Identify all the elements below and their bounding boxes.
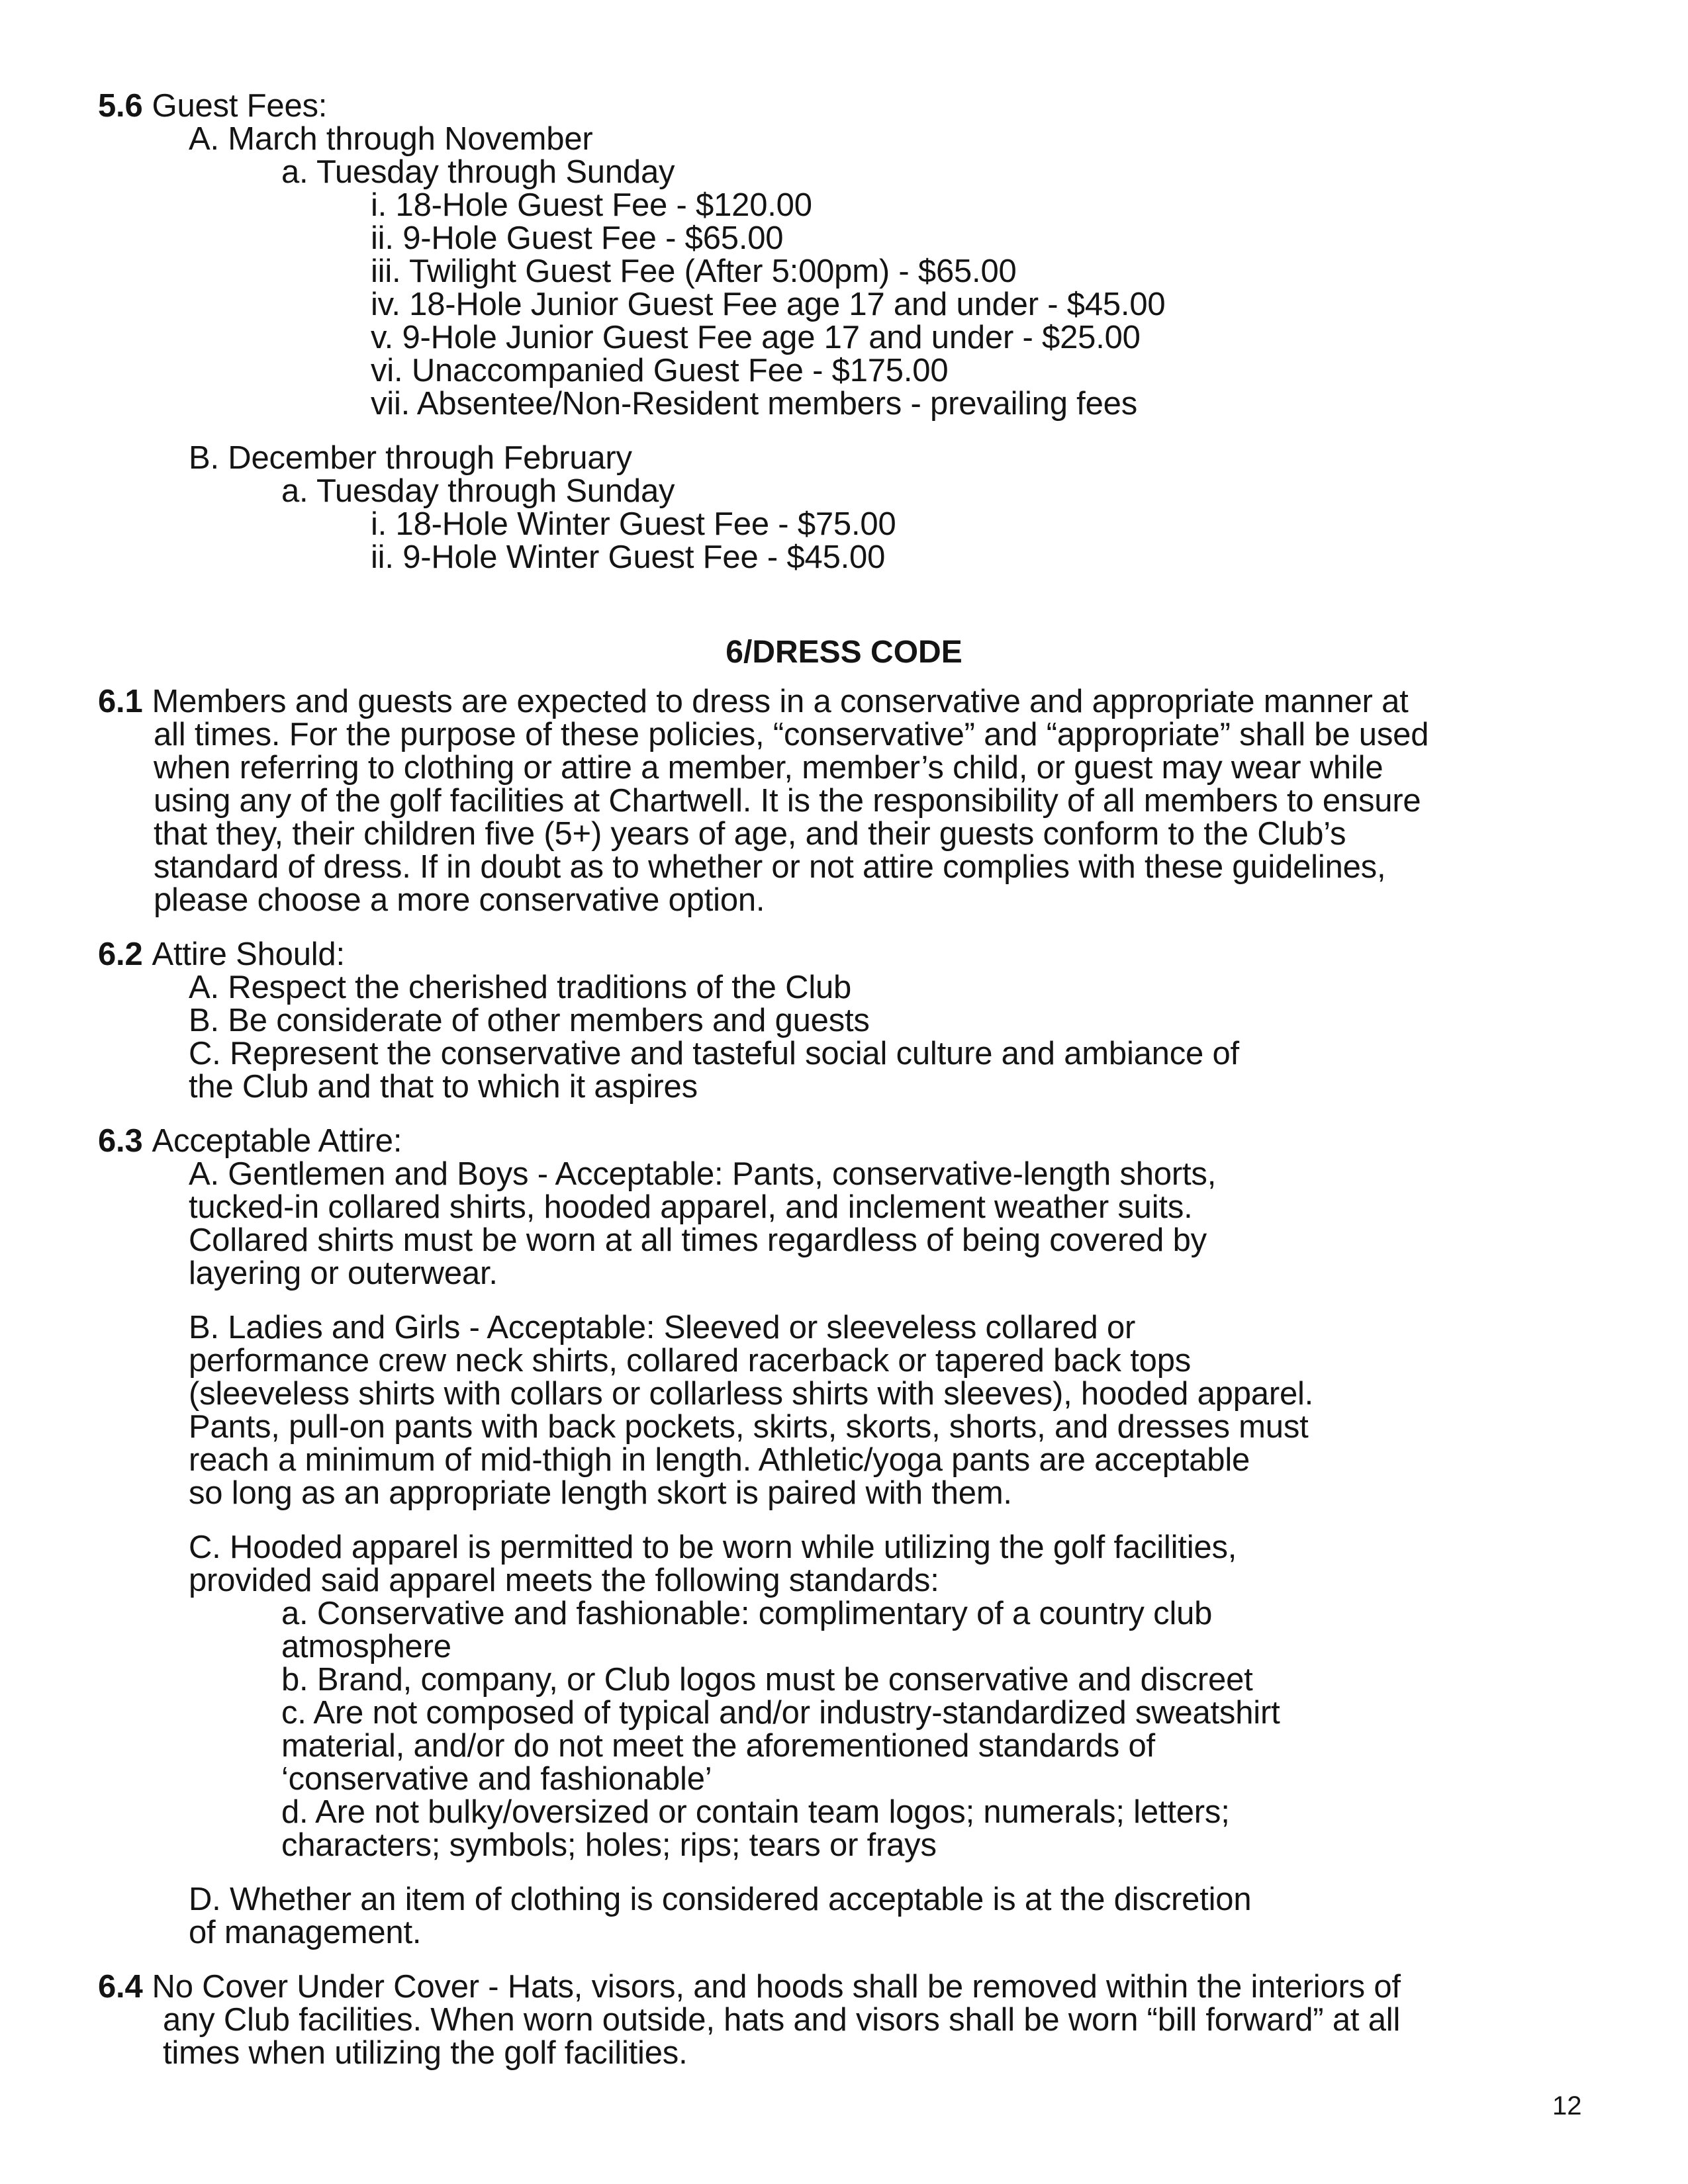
winter-guest-fee-item: ii. 9-Hole Winter Guest Fee - $45.00 bbox=[371, 539, 886, 575]
acceptable-attire-a-line: A. Gentlemen and Boys - Acceptable: Pants, conservative-length shorts, bbox=[189, 1156, 1217, 1192]
acceptable-attire-b-line: (sleeveless shirts with collars or collarless shirts with sleeves), hooded apparel. bbox=[189, 1376, 1314, 1412]
guest-fees-period-a: A. March through November bbox=[189, 121, 593, 157]
section-6-1-line: standard of dress. If in doubt as to whether or not attire complies with these guidelines, bbox=[154, 849, 1386, 885]
acceptable-attire-d-line: D. Whether an item of clothing is considered acceptable is at the discretion bbox=[189, 1882, 1252, 1917]
section-6-3-title: 6.3 Acceptable Attire: bbox=[98, 1123, 402, 1159]
section-6-1-line: all times. For the purpose of these policies, “conservative” and “appropriate” shall be used bbox=[154, 717, 1429, 752]
section-6-1-line: using any of the golf facilities at Chartwell. It is the responsibility of all members to ensure bbox=[154, 783, 1421, 819]
winter-guest-fee-item: i. 18-Hole Winter Guest Fee - $75.00 bbox=[371, 506, 896, 542]
guest-fee-item: vi. Unaccompanied Guest Fee - $175.00 bbox=[371, 353, 949, 388]
section-6-1-line: when referring to clothing or attire a member, member’s child, or guest may wear while bbox=[154, 750, 1383, 786]
hooded-apparel-standard-line: a. Conservative and fashionable: complimentary of a country club bbox=[281, 1596, 1213, 1631]
acceptable-attire-a-line: tucked-in collared shirts, hooded apparel, and inclement weather suits. bbox=[189, 1189, 1193, 1225]
guest-fee-item: ii. 9-Hole Guest Fee - $65.00 bbox=[371, 220, 784, 256]
section-6-4-line: any Club facilities. When worn outside, hats and visors shall be worn “bill forward” at all bbox=[163, 2002, 1401, 2038]
acceptable-attire-b-line: Pants, pull-on pants with back pockets, skirts, skorts, shorts, and dresses must bbox=[189, 1409, 1309, 1445]
section-6-1-line: that they, their children five (5+) years of age, and their guests conform to the Club’s bbox=[154, 816, 1346, 852]
acceptable-attire-a-line: Collared shirts must be worn at all times regardless of being covered by bbox=[189, 1222, 1207, 1258]
guest-fee-item: iv. 18-Hole Junior Guest Fee age 17 and under - $45.00 bbox=[371, 287, 1166, 322]
hooded-apparel-standard-line: c. Are not composed of typical and/or industry-standardized sweatshirt bbox=[281, 1695, 1280, 1731]
section-6-2-title: 6.2 Attire Should: bbox=[98, 936, 345, 972]
page-number: 12 bbox=[1552, 2091, 1582, 2120]
dress-code-heading: 6/DRESS CODE bbox=[726, 635, 962, 670]
guest-fees-period-b-days: a. Tuesday through Sunday bbox=[281, 473, 675, 509]
acceptable-attire-b-line: B. Ladies and Girls - Acceptable: Sleeved or sleeveless collared or bbox=[189, 1310, 1136, 1345]
guest-fee-item: vii. Absentee/Non-Resident members - prevailing fees bbox=[371, 386, 1137, 422]
hooded-apparel-standard-line: material, and/or do not meet the aforementioned standards of bbox=[281, 1728, 1155, 1764]
section-5-6-title: 5.6 Guest Fees: bbox=[98, 88, 328, 124]
acceptable-attire-a-line: layering or outerwear. bbox=[189, 1255, 498, 1291]
attire-should-item: the Club and that to which it aspires bbox=[189, 1069, 698, 1105]
acceptable-attire-b-line: reach a minimum of mid-thigh in length. Athletic/yoga pants are acceptable bbox=[189, 1442, 1250, 1478]
hooded-apparel-standard-line: ‘conservative and fashionable’ bbox=[281, 1761, 712, 1797]
attire-should-item: A. Respect the cherished traditions of the Club bbox=[189, 970, 852, 1005]
guest-fee-item: i. 18-Hole Guest Fee - $120.00 bbox=[371, 187, 812, 223]
hooded-apparel-standard-line: b. Brand, company, or Club logos must be conservative and discreet bbox=[281, 1662, 1253, 1698]
acceptable-attire-c-line: provided said apparel meets the following standards: bbox=[189, 1563, 939, 1598]
section-6-1-line: please choose a more conservative option. bbox=[154, 882, 765, 918]
section-6-4-line: times when utilizing the golf facilities. bbox=[163, 2035, 688, 2071]
section-6-1-line: 6.1 Members and guests are expected to dress in a conservative and appropriate manner at bbox=[98, 684, 1409, 719]
hooded-apparel-standard-line: characters; symbols; holes; rips; tears or frays bbox=[281, 1827, 937, 1863]
section-6-4-line: 6.4 No Cover Under Cover - Hats, visors, and hoods shall be removed within the interiors of bbox=[98, 1969, 1401, 2005]
guest-fee-item: v. 9-Hole Junior Guest Fee age 17 and under - $25.00 bbox=[371, 320, 1141, 355]
acceptable-attire-d-line: of management. bbox=[189, 1915, 422, 1950]
attire-should-item: C. Represent the conservative and tasteful social culture and ambiance of bbox=[189, 1036, 1239, 1071]
hooded-apparel-standard-line: d. Are not bulky/oversized or contain team logos; numerals; letters; bbox=[281, 1794, 1230, 1830]
hooded-apparel-standard-line: atmosphere bbox=[281, 1629, 451, 1664]
guest-fees-period-b: B. December through February bbox=[189, 440, 632, 476]
acceptable-attire-c-line: C. Hooded apparel is permitted to be worn while utilizing the golf facilities, bbox=[189, 1529, 1237, 1565]
attire-should-item: B. Be considerate of other members and guests bbox=[189, 1003, 870, 1038]
acceptable-attire-b-line: performance crew neck shirts, collared racerback or tapered back tops bbox=[189, 1343, 1192, 1379]
guest-fees-period-a-days: a. Tuesday through Sunday bbox=[281, 154, 675, 190]
guest-fee-item: iii. Twilight Guest Fee (After 5:00pm) - $65.00 bbox=[371, 253, 1017, 289]
acceptable-attire-b-line: so long as an appropriate length skort is paired with them. bbox=[189, 1475, 1012, 1511]
